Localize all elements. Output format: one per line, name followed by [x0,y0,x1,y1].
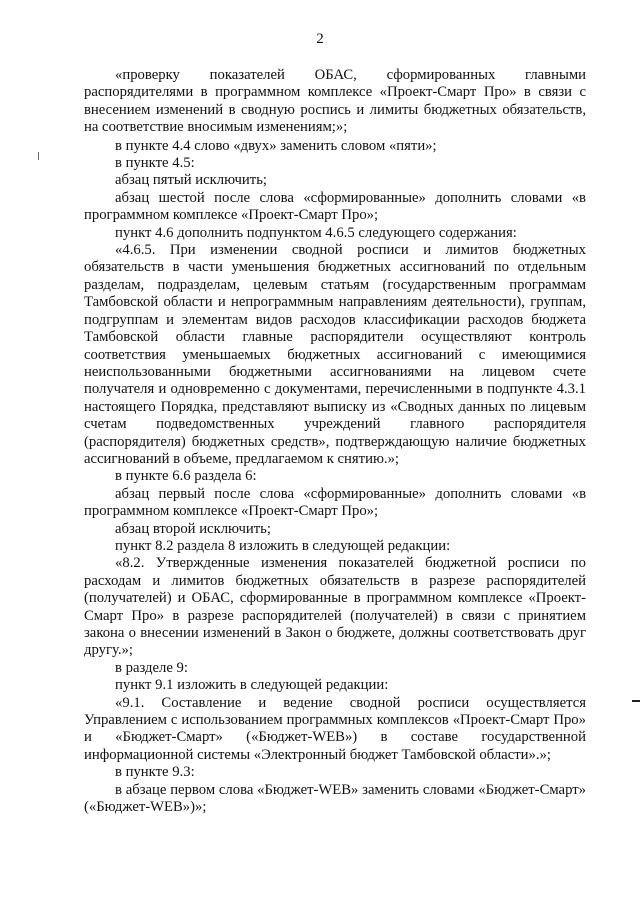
paragraph: абзац пятый исключить; [115,172,267,189]
paragraph: в пункте 4.5: [115,155,195,172]
paragraph: «4.6.5. При изменении сводной росписи и лимитов бюджетных обязательств в части уменьшения бюджетных ассигнований по отдельным разделам, подразделам, целевым статьям (государственным программам Тамбовской области и непрограммным направлениям деятельности), группам, подгруппам и элементам видов расходов классификации расходов бюджета Тамбовской области главные распорядители осуществляют контроль соответствия уменьшаемых бюджетных ассигнований с имеющимися неиспользованными бюджетными ассигнованиями на лицевом счете получателя и одновременно с документами, перечисленными в подпункте 4.3.1 настоящего Порядка, представляют выписку из «Сводных данных по лицевым счетам подведомственных учреждений главного распорядителя (распорядителя) бюджетных средств», подтверждающую наличие бюджетных ассигнований в объеме, предлагаемом к снятию.»; [84,242,586,467]
paragraph: пункт 4.6 дополнить подпунктом 4.6.5 следующего содержания: [115,224,517,241]
scan-edge-mark [38,152,39,160]
paragraph: абзац второй исключить; [115,520,271,537]
paragraph: «проверку показателей ОБАС, сформированных главными распорядителями в программном комплексе «Проект-Смарт Про» в связи с внесением изменений в сводную роспись и лимиты бюджетных обязательств, на соответствие вносимым изменениям;»; [84,67,586,136]
paragraph: в абзаце первом слова «Бюджет-WEB» заменить словами «Бюджет-Смарт» («Бюджет-WEB»)»; [84,781,586,816]
paragraph: в пункте 9.3: [115,764,195,781]
paragraph: абзац первый после слова «сформированные» дополнить словами «в программном комплексе «Проект-Смарт Про»; [84,485,586,520]
paragraph: в разделе 9: [115,659,188,676]
paragraph: «8.2. Утвержденные изменения показателей бюджетной росписи по расходам и лимитов бюджетных обязательств в разрезе распорядителей (получателей) и ОБАС, сформированные в программном комплексе «Проект-Смарт Про» в разрезе распорядителей (получателей) в связи с принятием закона о внесении изменений в Закон о бюджете, должны соответствовать друг другу.»; [84,555,586,659]
page-number: 2 [316,31,324,47]
paragraph: пункт 9.1 изложить в следующей редакции: [115,677,389,694]
paragraph: абзац шестой после слова «сформированные» дополнить словами «в программном комплексе «Проект-Смарт Про»; [84,189,586,224]
scan-edge-mark [632,700,640,702]
document-body [84,67,586,816]
paragraph: в пункте 6.6 раздела 6: [115,468,257,485]
paragraph: пункт 8.2 раздела 8 изложить в следующей редакции: [115,537,451,554]
paragraph: «9.1. Составление и ведение сводной росписи осуществляется Управлением с использованием программных комплексов «Проект-Смарт Про» и «Бюджет-Смарт» («Бюджет-WEB») в составе государственной информационной системы «Электронный бюджет Тамбовской области».»; [84,694,586,763]
paragraph: в пункте 4.4 слово «двух» заменить словом «пяти»; [115,137,437,154]
